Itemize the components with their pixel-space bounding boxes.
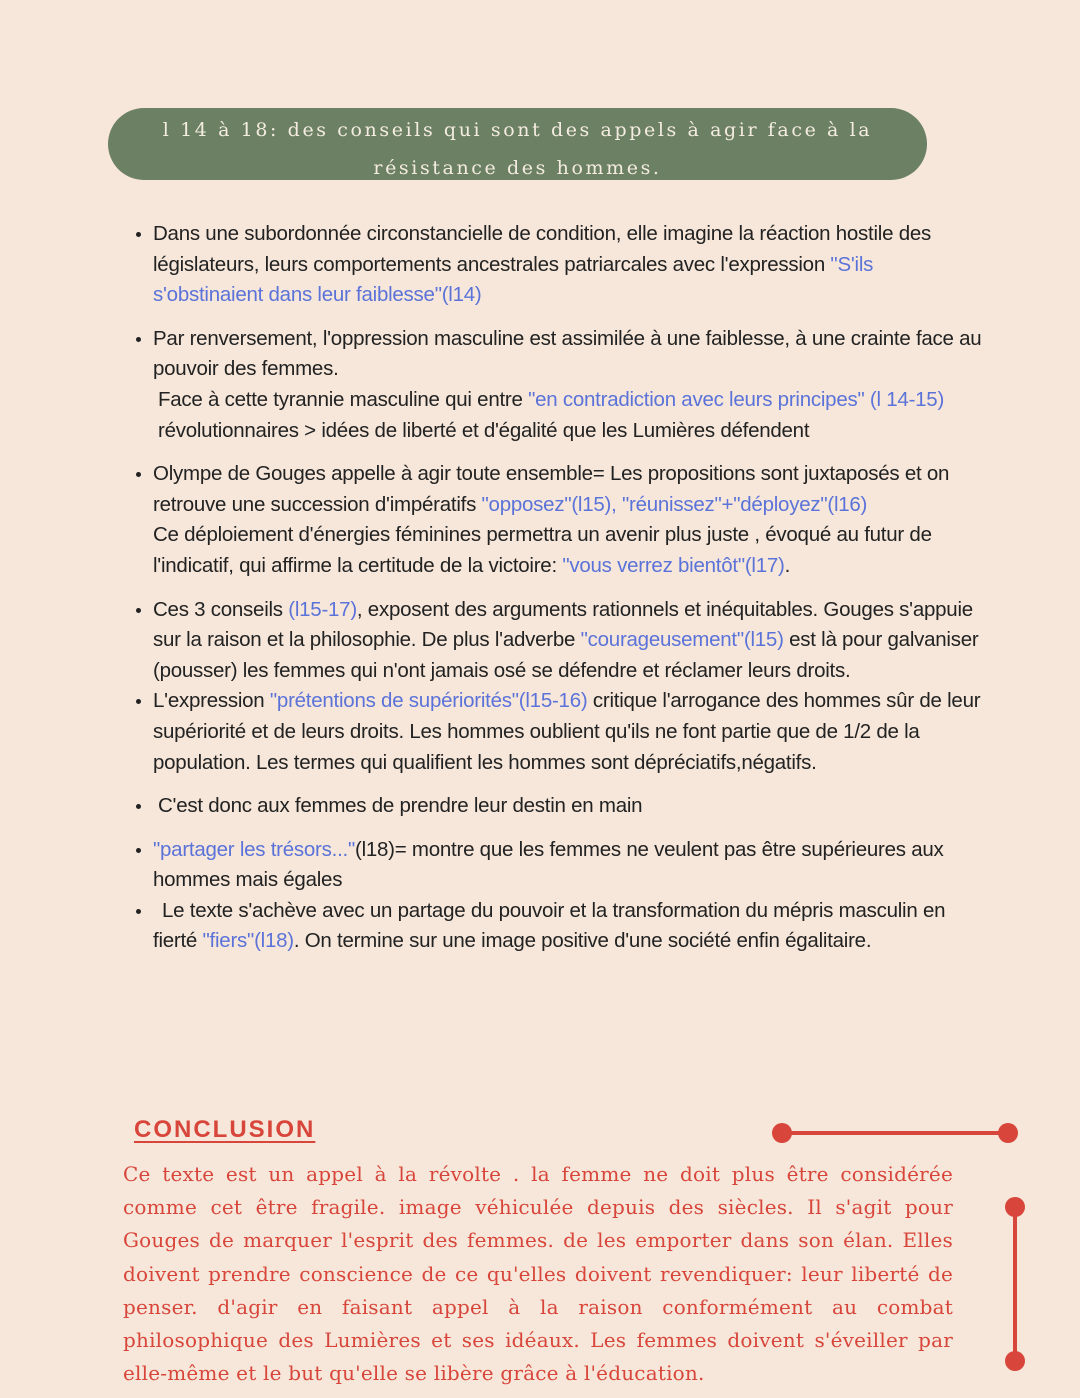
quote-citation: "vous verrez bientôt"(l17) — [562, 553, 785, 577]
bullet-item-3 — [153, 459, 983, 581]
bullet-item-2 — [153, 324, 983, 446]
bullet-text: Ces 3 conseils — [153, 597, 289, 621]
bullet-text: Face à cette tyrannie masculine qui entre — [158, 387, 529, 411]
decorative-horizontal-line — [782, 1131, 1008, 1135]
conclusion-title: CONCLUSION — [134, 1116, 316, 1143]
decorative-dot — [1005, 1351, 1025, 1371]
bullet-item-8 — [153, 896, 983, 957]
bullet-item-7 — [153, 835, 983, 896]
bullet-item-6 — [153, 791, 983, 822]
section-header-line-2: résistance des hommes. — [373, 157, 662, 179]
bullet-text: (l18)= montre que les femmes ne veulent pas être supérieures aux hommes mais égales — [153, 837, 944, 892]
bullet-text: Dans une subordonnée circonstancielle de condition, elle imagine la réaction hostile des législateurs, leurs comportements ancestrales patriarcales avec l'expression — [153, 222, 932, 276]
bullet-item-4 — [153, 595, 983, 687]
bullet-text: C'est donc aux femmes de prendre leur destin en main — [158, 794, 643, 818]
bullet-text: . On termine sur une image positive d'une société enfin égalitaire. — [293, 929, 872, 953]
quote-citation: "en contradiction avec leurs principes" (l 14-15) — [528, 387, 945, 411]
decorative-dot — [772, 1123, 792, 1143]
section-header — [150, 111, 885, 187]
quote-citation: "fiers"(l18) — [202, 929, 294, 953]
quote-citation: (l15-17) — [288, 597, 357, 621]
quote-citation: "prétentions de supériorités"(l15-16) — [269, 689, 588, 713]
bullet-list — [153, 219, 983, 957]
bullet-text: Le texte s'achève avec un partage du pouvoir et la transformation du mépris masculin en fierté — [153, 898, 946, 953]
section-header-line-1: l 14 à 18: des conseils qui sont des appels à agir face à la — [162, 119, 873, 141]
bullet-text: Ce déploiement d'énergies féminines permettra un avenir plus juste , évoqué au futur de l'indicatif, qui affirme la certitude de la victoire: — [153, 523, 932, 577]
quote-citation: "opposez"(l15), "réunissez"+"déployez"(l16) — [481, 492, 868, 516]
bullet-text: est là pour galvaniser (pousser) les femmes qui n'ont jamais osé se défendre et réclamer leurs droits. — [153, 628, 979, 682]
quote-citation: "S'ils s'obstinaient dans leur faiblesse"(l14) — [153, 252, 874, 307]
decorative-dot — [1005, 1197, 1025, 1217]
decorative-dot — [998, 1123, 1018, 1143]
bullet-text: , exposent des arguments rationnels et inéquitables. Gouges s'appuie sur la raison et la philosophie. De plus l'adverbe — [153, 597, 973, 652]
bullet-item-1 — [153, 219, 983, 311]
decorative-vertical-line — [1013, 1208, 1017, 1360]
bullet-text: critique l'arrogance des hommes sûr de leur supériorité et de leurs droits. Les hommes oublient qu'ils ne font partie que de 1/2 de la population. Les termes qui qualifient les hommes sont dépréciatifs,négatifs. — [153, 689, 981, 774]
conclusion-text: Ce texte est un appel à la révolte . la femme ne doit plus être considérée comme cet être fragile. image véhiculée depuis des siècles. Il s'agit pour Gouges de marquer l'esprit des femmes. de les emporter dans son élan. Elles doivent prendre conscience de ce qu'elles doivent revendiquer: leur liberté de penser. d'agir en faisant appel à la raison conformément au combat philosophique des Lumières et ses idéaux. Les femmes doivent s'éveiller par elle-même et le but qu'elle se libère grâce à l'éducation. — [123, 1162, 953, 1386]
bullet-text: Par renversement, l'oppression masculine est assimilée à une faiblesse, à une crainte face au pouvoir des femmes. — [153, 326, 982, 381]
bullet-text: . — [784, 553, 791, 577]
bullet-text: révolutionnaires > idées de liberté et d'égalité que les Lumières défendent — [158, 418, 810, 442]
bullet-item-5 — [153, 686, 983, 778]
bullet-text: L'expression — [153, 689, 270, 713]
bullet-text: Olympe de Gouges appelle à agir toute ensemble= Les propositions sont juxtaposés et on retrouve une succession d'impératifs — [153, 462, 950, 516]
quote-citation: "courageusement"(l15) — [580, 628, 784, 652]
quote-citation: "partager les trésors..." — [153, 837, 355, 861]
